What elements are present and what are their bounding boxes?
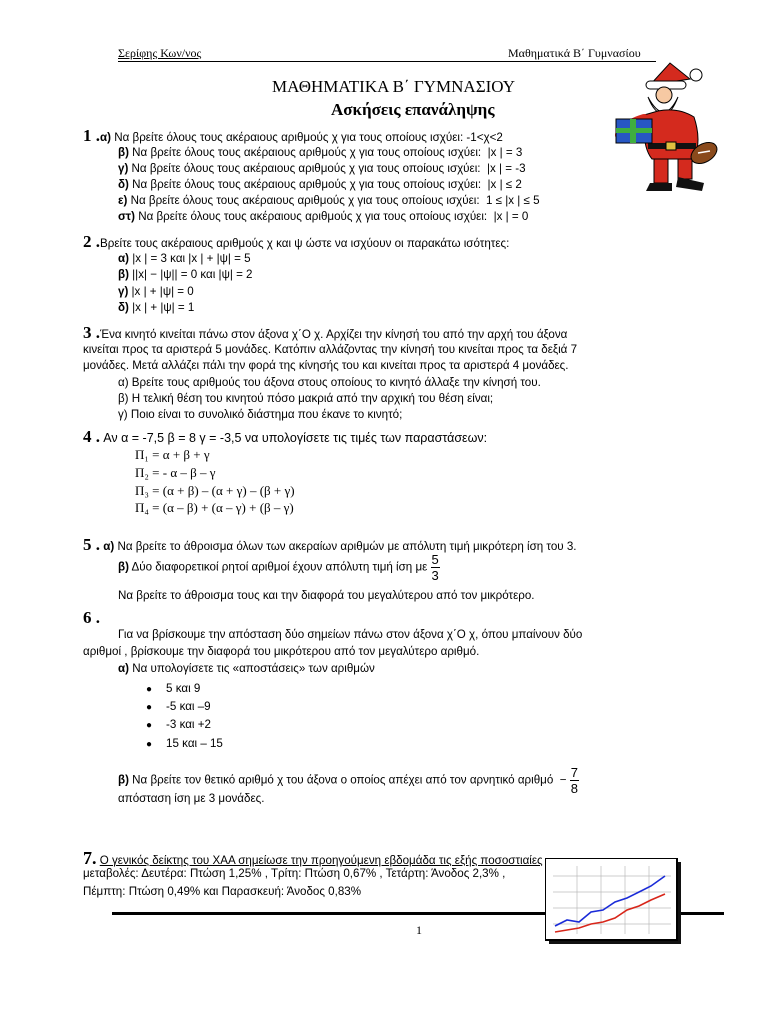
text-fragment: ε) bbox=[118, 194, 128, 207]
text-fragment: στ) bbox=[118, 210, 135, 223]
header-subject: Μαθηματικά Β΄ Γυμνασίου bbox=[508, 46, 641, 60]
text-fragment: |x | = 3 και |x | + |ψ| = 5 bbox=[132, 252, 251, 265]
exercise-3-line2: κινείται προς τα αριστερά 5 μονάδες. Κατόπιν αλλάζοντας την κίνησή του κινείται προς τα δεξιά 7 bbox=[83, 343, 578, 356]
expression-p1: Π₁ = α + β + γ bbox=[135, 447, 210, 462]
text-fragment: β) bbox=[118, 146, 129, 159]
exercise-1-a bbox=[83, 126, 503, 146]
fraction-seven-eighths bbox=[570, 765, 579, 796]
text-fragment: Ο γενικός δείκτης του ΧΑΑ σημείωσε την προηγούμενη εβδομάδα τις εξής ποσοστιαίες bbox=[99, 854, 543, 867]
text-fragment: 6 . bbox=[83, 608, 100, 627]
text-fragment: -3 και +2 bbox=[166, 718, 211, 731]
text-fragment: Αν α = -7,5 β = 8 γ = -3,5 να υπολογίσετε τις τιμές των παραστάσεων: bbox=[103, 431, 488, 445]
expression-p3: Π₃ = (α + β) – (α + γ) – (β + γ) bbox=[135, 483, 295, 498]
exercise-1-b bbox=[118, 146, 522, 159]
exercise-2-d bbox=[118, 301, 194, 314]
text-fragment: -5 και –9 bbox=[166, 700, 211, 713]
exercise-2-c bbox=[118, 285, 194, 298]
exercise-6-b-line2: απόσταση ίση με 3 μονάδες. bbox=[118, 792, 265, 805]
text-fragment: 3 bbox=[431, 568, 439, 583]
text-fragment: 1 ≤ |x | ≤ 5 bbox=[486, 194, 540, 207]
expression-p4: Π₄ = (α – β) + (α – γ) + (β – γ) bbox=[135, 500, 294, 515]
text-fragment: δ) bbox=[118, 178, 129, 191]
exercise-7-line1 bbox=[83, 848, 543, 869]
text-fragment: α) bbox=[100, 131, 111, 144]
text-fragment: − bbox=[559, 773, 567, 787]
exercise-1-c bbox=[118, 162, 526, 175]
exercise-6-number bbox=[83, 608, 100, 628]
exercise-2-a bbox=[118, 252, 251, 265]
text-fragment: |x | = 0 bbox=[493, 210, 529, 223]
text-fragment: Να βρείτε όλους τους ακέραιους αριθμούς χ για τους οποίους ισχύει: bbox=[138, 210, 488, 223]
exercise-7-line3: Πέμπτη: Πτώση 0,49% και Παρασκευή: Άνοδος 0,83% bbox=[83, 885, 362, 898]
exercise-3-b: β) Η τελική θέση του κινητού πόσο μακριά από την αρχική του θέση είναι; bbox=[118, 392, 494, 405]
exercise-4-intro bbox=[83, 427, 487, 447]
exercise-6-line2: αριθμοί , βρίσκουμε την διαφορά του μικρότερου από τον μεγαλύτερο αριθμό. bbox=[83, 645, 480, 658]
exercise-3-line1 bbox=[83, 323, 567, 343]
exercise-2-number: 2 . bbox=[83, 232, 100, 251]
text-fragment: β) bbox=[118, 268, 129, 281]
text-fragment: Να βρείτε τον θετικό αριθμό χ του άξονα ο οποίος απέχει από τον αρνητικό αριθμό bbox=[132, 773, 554, 787]
text-fragment: |x | ≤ 2 bbox=[487, 178, 522, 191]
page-subtitle: Ασκήσεις επανάληψης bbox=[331, 100, 495, 119]
text-fragment: Να βρείτε όλους τους ακέραιους αριθμούς χ για τους οποίους ισχύει: bbox=[132, 178, 482, 191]
text-fragment: |x | + |ψ| = 0 bbox=[131, 285, 194, 298]
exercise-1-e bbox=[118, 194, 540, 207]
text-fragment: 8 bbox=[570, 781, 578, 796]
text-fragment: α) bbox=[118, 252, 129, 265]
exercise-1-d bbox=[118, 178, 522, 191]
text-fragment: |x | = -3 bbox=[486, 162, 526, 175]
exercise-5-number: 5 . bbox=[83, 535, 100, 554]
text-fragment: 5 και 9 bbox=[166, 682, 201, 695]
exercise-7-line2: μεταβολές: Δευτέρα: Πτώση 1,25% , Τρίτη: Πτώση 0,67% , Τετάρτη: Άνοδος 2,3% , bbox=[83, 867, 506, 880]
text-fragment: Δύο διαφορετικοί ρητοί αριθμοί έχουν απόλυτη τιμή ίση με bbox=[131, 560, 428, 574]
text-fragment: β) bbox=[118, 560, 129, 574]
exercise-2-b bbox=[118, 268, 253, 281]
list-item: ● 5 και 9 bbox=[146, 682, 201, 695]
text-fragment: 7 bbox=[570, 765, 578, 780]
text-fragment: ||x| − |ψ|| = 0 και |ψ| = 2 bbox=[132, 268, 253, 281]
exercise-6-a bbox=[118, 662, 375, 675]
text-fragment: α) bbox=[118, 662, 129, 675]
text-fragment: Να βρείτε όλους τους ακέραιους αριθμούς χ για τους οποίους ισχύει: bbox=[131, 162, 481, 175]
text-fragment: Ένα κινητό κινείται πάνω στον άξονα χ΄Ο χ. Αρχίζει την κίνησή του από την αρχή του άξονα bbox=[100, 328, 568, 341]
header-author: Σερίφης Κων/νος bbox=[118, 46, 202, 60]
list-item: ● 15 και – 15 bbox=[146, 737, 223, 750]
exercise-1-f bbox=[118, 210, 528, 223]
text-fragment: Βρείτε τους ακέραιους αριθμούς χ και ψ ώστε να ισχύουν οι παρακάτω ισότητες: bbox=[100, 237, 510, 250]
text-fragment: Να βρείτε όλους τους ακέραιους αριθμούς χ για τους οποίους ισχύει: bbox=[132, 146, 482, 159]
santa-illustration bbox=[612, 55, 722, 200]
exercise-5-b bbox=[118, 552, 440, 583]
exercise-5-b-line2: Να βρείτε το άθροισμα τους και την διαφορά του μεγαλύτερου από τον μικρότερο. bbox=[118, 589, 535, 602]
text-fragment: γ) bbox=[118, 162, 129, 175]
expression-p2: Π₂ = - α – β – γ bbox=[135, 465, 216, 480]
text-fragment: 15 και – 15 bbox=[166, 737, 223, 750]
text-fragment: Να βρείτε το άθροισμα όλων των ακεραίων αριθμών με απόλυτη τιμή μικρότερη ίση του 3. bbox=[117, 540, 577, 553]
exercise-3-line3: μονάδες. Μετά αλλάζει πάλι την φορά της κίνησής του και κινείται προς τα αριστερά 4 μονάδες. bbox=[83, 359, 569, 372]
exercise-3-a: α) Βρείτε τους αριθμούς του άξονα στους οποίους το κινητό άλλαξε την κίνησή του. bbox=[118, 376, 541, 389]
exercise-6-line1: Για να βρίσκουμε την απόσταση δύο σημείων πάνω στον άξονα χ΄Ο χ, όπου μπαίνουν δύο bbox=[118, 628, 583, 641]
list-item: ● -5 και –9 bbox=[146, 700, 211, 713]
exercise-1-number: 1 . bbox=[83, 126, 100, 145]
exercise-7-number: 7. bbox=[83, 848, 97, 868]
stock-chart-graphic bbox=[545, 858, 685, 948]
exercise-2-intro bbox=[83, 232, 509, 252]
text-fragment: Να βρείτε όλους τους ακέραιους αριθμούς χ για τους οποίους ισχύει: -1<χ<2 bbox=[114, 131, 503, 144]
text-fragment: β) bbox=[118, 773, 129, 787]
page-title: ΜΑΘΗΜΑΤΙΚΑ Β΄ ΓΥΜΝΑΣΙΟΥ bbox=[272, 77, 515, 96]
text-fragment: Να βρείτε όλους τους ακέραιους αριθμούς χ για τους οποίους ισχύει: bbox=[130, 194, 480, 207]
text-fragment: 5 bbox=[431, 552, 439, 567]
exercise-3-c: γ) Ποιο είναι το συνολικό διάστημα που έκανε το κινητό; bbox=[118, 408, 403, 421]
page-number: 1 bbox=[416, 923, 422, 937]
text-fragment: |x | = 3 bbox=[487, 146, 523, 159]
exercise-3-number: 3 . bbox=[83, 323, 100, 342]
fraction-five-thirds bbox=[431, 552, 440, 583]
text-fragment: Να υπολογίσετε τις «αποστάσεις» των αριθμών bbox=[132, 662, 375, 675]
header-rule bbox=[118, 61, 656, 62]
text-fragment: γ) bbox=[118, 285, 129, 298]
text-fragment: |x | + |ψ| = 1 bbox=[132, 301, 195, 314]
exercise-4-number: 4 . bbox=[83, 427, 100, 446]
text-fragment: δ) bbox=[118, 301, 129, 314]
text-fragment: α) bbox=[103, 540, 115, 553]
list-item: ● -3 και +2 bbox=[146, 718, 211, 731]
